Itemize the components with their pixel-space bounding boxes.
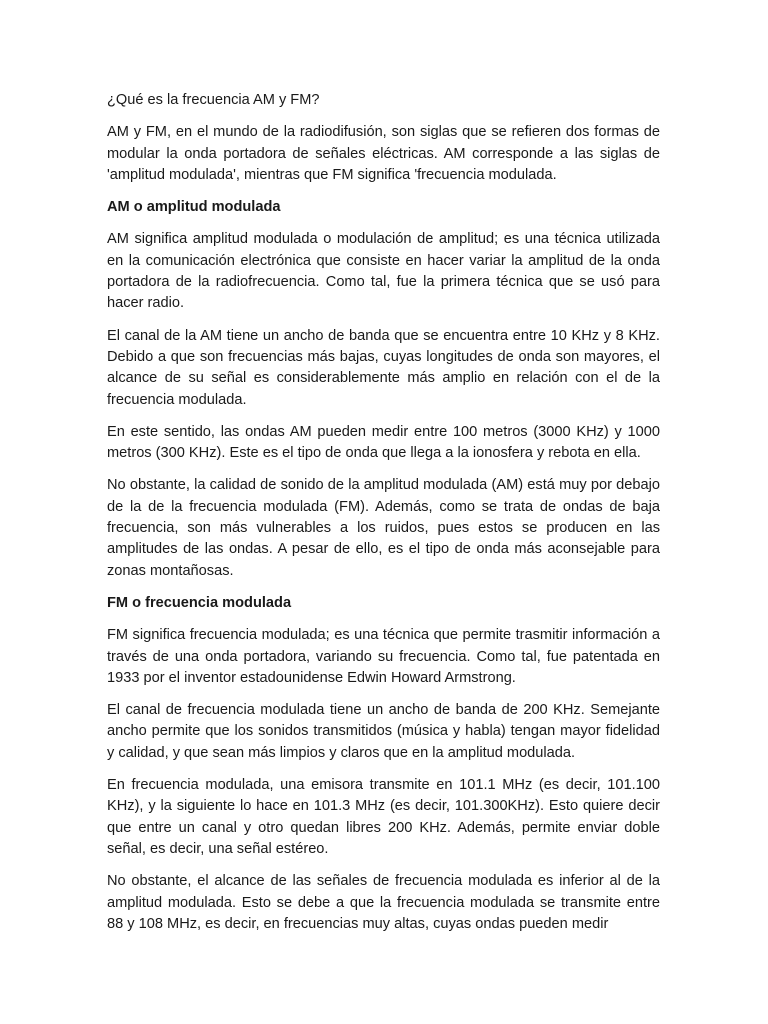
section-heading-fm: FM o frecuencia modulada [107,594,292,611]
section-heading-am: AM o amplitud modulada [107,199,281,216]
document-body [107,90,660,933]
fm-paragraph: No obstante, el alcance de las señales de frecuencia modulada es inferior al de la amplitud modulada. Esto se debe a que la frecuencia modulada se transmite entre 88 y 108 MHz, es decir, en frecuencias muy altas, cuyas ondas pueden medir [107,873,660,932]
am-paragraph: En este sentido, las ondas AM pueden medir entre 100 metros (3000 KHz) y 1000 metros (300 KHz). Este es el tipo de onda que llega a la ionosfera y rebota en ella. [107,423,660,462]
intro-paragraph: AM y FM, en el mundo de la radiodifusión, son siglas que se refieren dos formas de modular la onda portadora de señales eléctricas. AM corresponde a las siglas de 'amplitud modulada', mientras que FM significa 'frecuencia modulada. [107,124,660,183]
fm-paragraph: En frecuencia modulada, una emisora transmite en 101.1 MHz (es decir, 101.100 KHz), y la siguiente lo hace en 101.3 MHz (es decir, 101.300KHz). Esto quiere decir que entre un canal y otro quedan libres 200 KHz. Además, permite enviar doble señal, es decir, una señal estéreo. [107,777,660,857]
fm-paragraph: FM significa frecuencia modulada; es una técnica que permite trasmitir información a través de una onda portadora, variando su frecuencia. Como tal, fue patentada en 1933 por el inventor estadounidense Edwin Howard Armstrong. [107,627,660,686]
am-paragraph: El canal de la AM tiene un ancho de banda que se encuentra entre 10 KHz y 8 KHz. Debido a que son frecuencias más bajas, cuyas longitudes de onda son mayores, el alcance de su señal es considerablemente más amplio en relación con el de la frecuencia modulada. [107,327,660,408]
am-paragraph: No obstante, la calidad de sonido de la amplitud modulada (AM) está muy por debajo de la de la frecuencia modulada (FM). Además, como se trata de ondas de baja frecuencia, son más vulnerables a los ruidos, pues estos se producen en las amplitudes de las ondas. A pesar de ello, es el tipo de onda más aconsejable para zonas montañosas. [107,477,660,579]
fm-paragraph: El canal de frecuencia modulada tiene un ancho de banda de 200 KHz. Semejante ancho permite que los sonidos transmitidos (música y habla) tengan mayor fidelidad y calidad, y que sean más limpios y claros que en la amplitud modulada. [107,702,660,761]
am-paragraph: AM significa amplitud modulada o modulación de amplitud; es una técnica utilizada en la comunicación electrónica que consiste en hacer variar la amplitud de la onda portadora de la radiofrecuencia. Como tal, fue la primera técnica que se usó para hacer radio. [107,231,660,312]
question-title: ¿Qué es la frecuencia AM y FM? [107,92,320,108]
